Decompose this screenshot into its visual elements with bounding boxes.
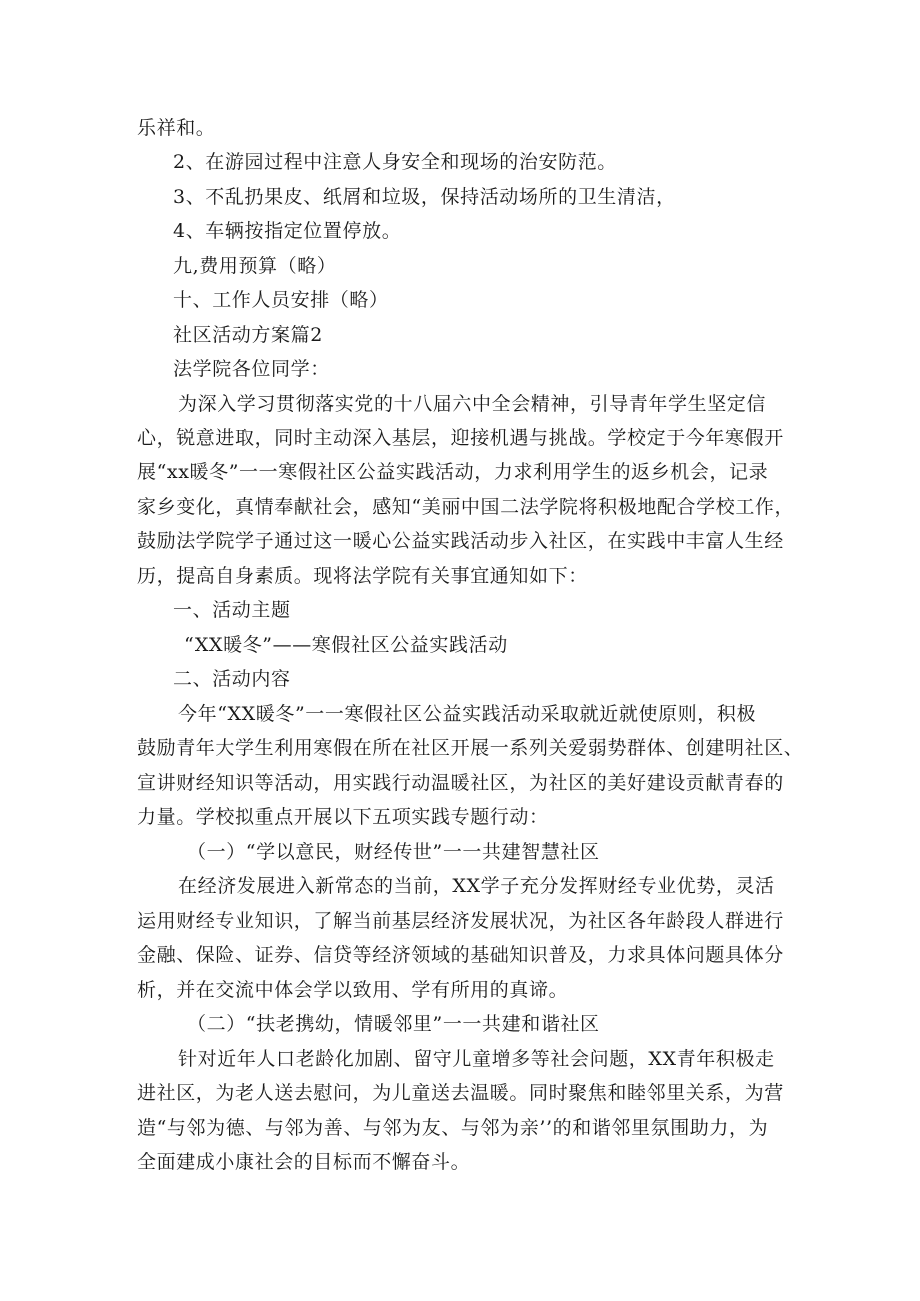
paragraph-line: 展“xx暖冬”一一寒假社区公益实践活动，力求利用学生的返乡机会，记录	[137, 461, 769, 483]
list-item-4: 4、车辆按指定位置停放。	[173, 220, 402, 242]
section-heading: 二、活动内容	[173, 668, 291, 690]
list-item-2: 2、在游园过程中注意人身安全和现场的治安防范。	[173, 151, 617, 173]
paragraph-line: 今年“XX暖冬”一一寒假社区公益实践活动采取就近就使原则，积极	[178, 703, 757, 725]
paragraph-line: 宣讲财经知识等活动，用实践行动温暖社区，为社区的美好建设贡献青春的	[137, 772, 784, 794]
paragraph-line: 力量。学校拟重点开展以下五项实践专题行动：	[137, 806, 549, 828]
paragraph-line: 针对近年人口老龄化加剧、留守儿童增多等社会问题，XX青年积极走	[178, 1048, 775, 1070]
paragraph-line: 家乡变化，真情奉献社会，感知“美丽中国二法学院将积极地配合学校工作，	[137, 496, 795, 518]
paragraph-line: 造“与邻为德、与邻为善、与邻为友、与邻为亲’’的和谐邻里氛围助力，为	[137, 1117, 769, 1139]
paragraph-line: 鼓励法学院学子通过这一暖心公益实践活动步入社区，在实践中丰富人生经	[137, 530, 784, 552]
section-heading: 一、活动主题	[173, 599, 291, 621]
paragraph-line: 为深入学习贯彻落实党的十八届六中全会精神，引导青年学生坚定信	[178, 393, 767, 415]
paragraph-line: 进社区，为老人送去慰问，为儿童送去温暖。同时聚焦和睦邻里关系，为营	[137, 1082, 784, 1104]
section-heading: 十、工作人员安排（略）	[173, 289, 389, 311]
paragraph-line: 在经济发展进入新常态的当前，XX学子充分发挥财经专业优势，灵活	[178, 875, 775, 897]
paragraph-line: 历，提高自身素质。现将法学院有关事宜通知如下：	[137, 565, 588, 587]
section-heading: 九,费用预算（略）	[173, 255, 337, 277]
list-item-3: 3、不乱扔果皮、纸屑和垃圾，保持活动场所的卫生清洁，	[173, 186, 676, 208]
activity-theme: “XX暖冬”——寒假社区公益实践活动	[184, 634, 508, 656]
paragraph-line: 析，并在交流中体会学以致用、学有所用的真谛。	[137, 979, 569, 1001]
text-line: 乐祥和。	[137, 117, 216, 139]
subsection-heading: （一）“学以意民，财经传世”一一共建智慧社区	[187, 841, 600, 863]
subsection-heading: （二）“扶老携幼，情暖邻里”一一共建和谐社区	[187, 1013, 600, 1035]
paragraph-line: 心，锐意进取，同时主动深入基层，迎接机遇与挑战。学校定于今年寒假开	[137, 427, 784, 449]
salutation: 法学院各位同学：	[173, 358, 330, 380]
paragraph-line: 金融、保险、证券、信贷等经济领域的基础知识普及，力求具体问题具体分	[137, 944, 784, 966]
chapter-title: 社区活动方案篇2	[173, 324, 323, 346]
paragraph-line: 鼓励青年大学生利用寒假在所在社区开展一系列关爱弱势群体、创建明社区、	[137, 737, 804, 759]
paragraph-line: 全面建成小康社会的目标而不懈奋斗。	[137, 1151, 471, 1173]
paragraph-line: 运用财经专业知识，了解当前基层经济发展状况，为社区各年龄段人群进行	[137, 910, 784, 932]
